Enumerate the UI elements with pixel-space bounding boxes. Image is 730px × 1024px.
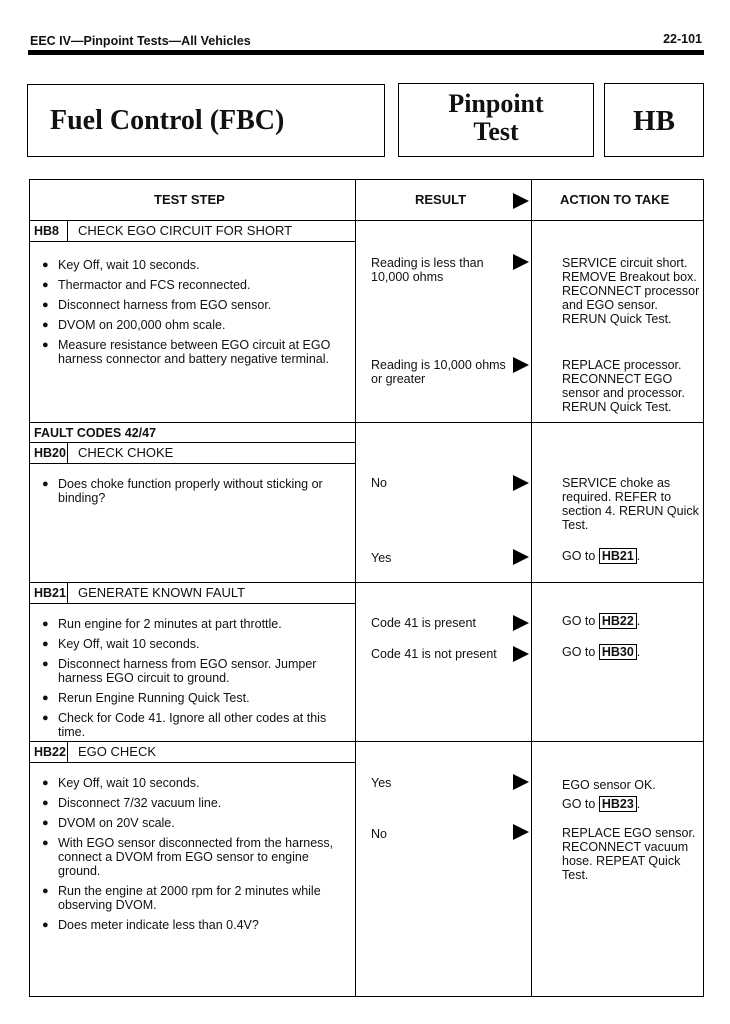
pinpoint-table <box>29 179 704 997</box>
action-line: EGO sensor OK. <box>562 778 656 792</box>
arrow-icon <box>513 774 529 790</box>
step-header-hb22 <box>30 742 356 763</box>
test-code-box: HB <box>604 83 704 157</box>
arrow-icon <box>513 615 529 631</box>
step-item: ● Does choke function properly without sticking or binding? <box>42 477 352 505</box>
col-test-step: TEST STEP <box>154 192 225 207</box>
step-item: ● Check for Code 41. Ignore all other codes at this time. <box>42 711 352 739</box>
arrow-icon <box>513 824 529 840</box>
arrow-icon <box>513 193 529 209</box>
step-title: CHECK CHOKE <box>78 445 174 460</box>
arrow-icon <box>513 254 529 270</box>
step-item: ● Key Off, wait 10 seconds. <box>42 637 352 651</box>
pinpoint-test-box <box>398 83 594 157</box>
step-header-hb21 <box>30 583 356 604</box>
step-header-hb8 <box>30 221 356 242</box>
action-text: SERVICE circuit short. REMOVE Breakout box. RECONNECT processor and EGO sensor. RERUN Quick Test. <box>562 256 700 326</box>
arrow-icon <box>513 475 529 491</box>
col-result: RESULT <box>415 192 467 207</box>
step-code: HB22 <box>30 742 68 762</box>
goto-reference: HB23 <box>599 796 637 812</box>
goto-prefix: GO to <box>562 797 596 811</box>
pinpoint-line1: Pinpoint <box>448 89 544 118</box>
hb21-steps <box>42 617 352 745</box>
step-item: ● Measure resistance between EGO circuit at EGO harness connector and battery negative terminal. <box>42 338 352 366</box>
col-action: ACTION TO TAKE <box>560 192 670 207</box>
result-text: No <box>371 476 387 490</box>
step-item: ● Does meter indicate less than 0.4V? <box>42 918 352 932</box>
goto-reference: HB21 <box>599 548 637 564</box>
step-title: GENERATE KNOWN FAULT <box>78 585 246 600</box>
action-text: SERVICE choke as required. REFER to section 4. RERUN Quick Test. <box>562 476 699 532</box>
action-goto: GO to HB30 . <box>562 645 641 659</box>
goto-reference: HB30 <box>599 644 637 660</box>
step-item: ● Run the engine at 2000 rpm for 2 minutes while observing DVOM. <box>42 884 352 912</box>
goto-reference: HB22 <box>599 613 637 629</box>
action-goto: GO to HB21 . <box>562 549 641 563</box>
hb20-steps <box>42 477 352 511</box>
goto-prefix: GO to <box>562 549 596 563</box>
action-text <box>562 776 702 814</box>
step-item: ● Run engine for 2 minutes at part throttle. <box>42 617 352 631</box>
pinpoint-line2: Test <box>473 117 519 146</box>
page-number: 22-101 <box>663 32 702 46</box>
step-item: ● Thermactor and FCS reconnected. <box>42 278 352 292</box>
arrow-icon <box>513 549 529 565</box>
result-text: Code 41 is not present <box>371 647 497 661</box>
page-header-left: EEC IV—Pinpoint Tests—All Vehicles <box>30 34 251 48</box>
step-item: ● With EGO sensor disconnected from the harness, connect a DVOM from EGO sensor to engine ground. <box>42 836 352 878</box>
result-text: Code 41 is present <box>371 616 476 630</box>
step-item: ● Key Off, wait 10 seconds. <box>42 776 352 790</box>
hb8-steps <box>42 258 352 372</box>
step-item: ● Key Off, wait 10 seconds. <box>42 258 352 272</box>
result-text: Reading is less than 10,000 ohms <box>371 256 484 284</box>
hb22-steps <box>42 776 352 938</box>
step-code: HB8 <box>30 221 68 241</box>
step-item: ● Disconnect 7/32 vacuum line. <box>42 796 352 810</box>
header-rule <box>28 50 704 55</box>
result-text: Reading is 10,000 ohms or greater <box>371 358 506 386</box>
step-title: EGO CHECK <box>78 744 157 759</box>
title-box <box>27 84 385 157</box>
action-text: REPLACE EGO sensor. RECONNECT vacuum hose. REPEAT Quick Test. <box>562 826 696 882</box>
result-text: No <box>371 827 387 841</box>
step-item: ● Rerun Engine Running Quick Test. <box>42 691 352 705</box>
step-title: CHECK EGO CIRCUIT FOR SHORT <box>78 223 293 238</box>
step-code: HB20 <box>30 443 68 463</box>
result-text: Yes <box>371 551 392 565</box>
arrow-icon <box>513 646 529 662</box>
step-header-hb20 <box>30 443 356 464</box>
action-goto: GO to HB23 . <box>562 797 641 811</box>
result-text: Yes <box>371 776 392 790</box>
step-item: ● Disconnect harness from EGO sensor. Jumper harness EGO circuit to ground. <box>42 657 352 685</box>
action-text: REPLACE processor. RECONNECT EGO sensor and processor. RERUN Quick Test. <box>562 358 685 414</box>
step-code: HB21 <box>30 583 68 603</box>
step-item: ● DVOM on 200,000 ohm scale. <box>42 318 352 332</box>
arrow-icon <box>513 357 529 373</box>
page-title: Fuel Control (FBC) <box>50 105 285 136</box>
col-divider-2 <box>531 180 532 996</box>
goto-prefix: GO to <box>562 645 596 659</box>
step-item: ● DVOM on 20V scale. <box>42 816 352 830</box>
action-goto: GO to HB22 . <box>562 614 641 628</box>
step-item: ● Disconnect harness from EGO sensor. <box>42 298 352 312</box>
fault-codes-label: FAULT CODES 42/47 <box>30 423 356 443</box>
goto-prefix: GO to <box>562 614 596 628</box>
